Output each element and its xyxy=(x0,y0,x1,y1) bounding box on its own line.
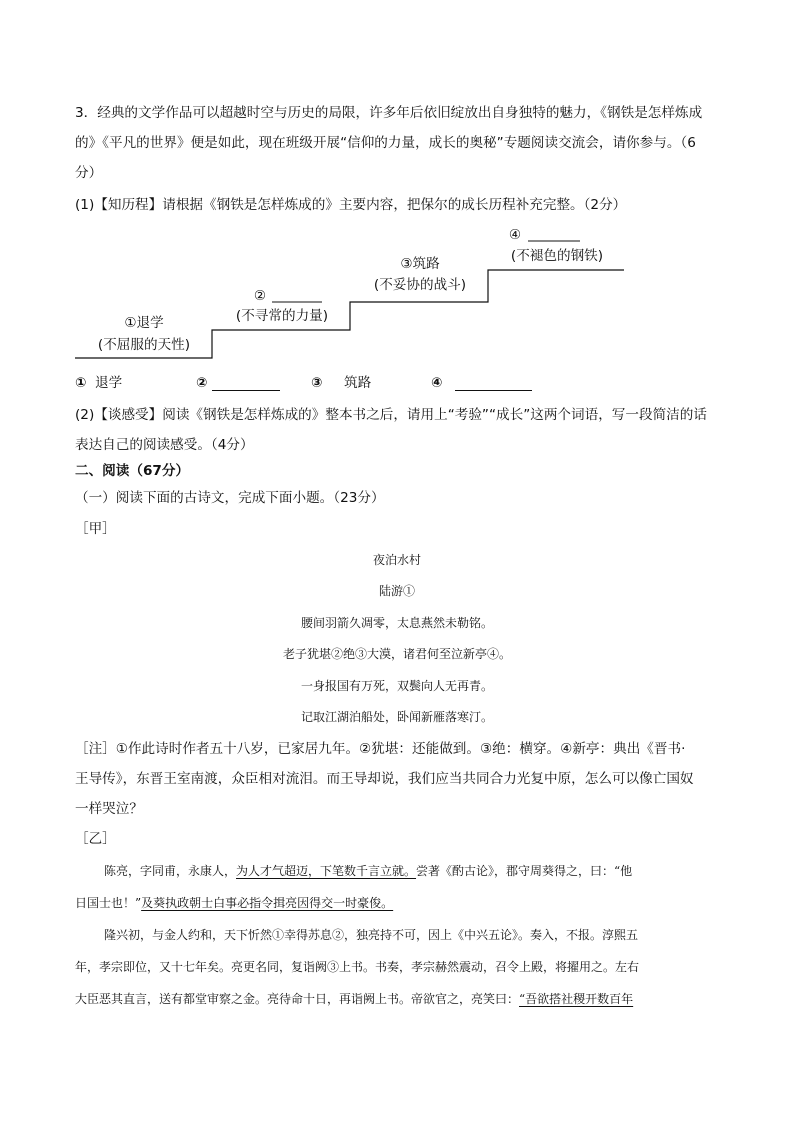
yi-line-2-part-a: 日国士也！” xyxy=(75,896,142,910)
step1-note: (不屈服的天性) xyxy=(97,337,191,353)
answer-4-blank[interactable] xyxy=(455,376,532,391)
poem-title: 夜泊水村 xyxy=(372,553,421,567)
step4-note: (不褪色的钢铁) xyxy=(510,248,604,264)
sub-question-2-line-2: 表达自己的阅读感受。（4分） xyxy=(75,437,254,453)
step1-title: ①退学 xyxy=(124,315,164,331)
poem-line-2: 老子犹堪②绝③大漠，诸君何至泣新亭④。 xyxy=(282,647,511,661)
answer-1-text: 退学 xyxy=(95,375,123,391)
poem-line-3: 一身报国有万死，双鬓向人无再青。 xyxy=(300,679,493,693)
poem-line-4: 记取江湖泊船处，卧闻新雁落寒汀。 xyxy=(300,710,493,724)
notes-line-3: 一样哭泣？ xyxy=(75,801,143,817)
yi-line-5-part-a: 大臣恶其直言，送有都堂审察之金。亮待命十日，再诣阙上书。帝欲官之，亮笑曰： xyxy=(75,992,520,1006)
yi-line-4: 年，孝宗即位，又十七年矣。亮更名同，复诣阙③上书。书奏，孝宗赫然震动，召令上殿，将擢用之。左右 xyxy=(75,960,640,974)
answer-3-text: 筑路 xyxy=(344,375,372,391)
q3-line-3: 分） xyxy=(75,165,103,181)
answer-4-number: ④ xyxy=(431,375,443,391)
label-jia: ［甲］ xyxy=(75,521,116,537)
q3-line-2: 的》《平凡的世界》便是如此，现在班级开展“信仰的力量，成长的奥秘”专题阅读交流会，请你参与。（6 xyxy=(75,135,696,151)
poem-line-1: 腰间羽箭久凋零，太息燕然未勒铭。 xyxy=(300,616,493,630)
label-yi: ［乙］ xyxy=(75,831,116,847)
step4-title: ④ xyxy=(508,227,522,243)
notes-line-1: ［注］①作此诗时作者五十八岁，已家居九年。②犹堪：还能做到。③绝：横穿。④新亭：典出《晋书· xyxy=(75,741,686,757)
yi-line-3: 隆兴初，与金人约和，天下忻然①幸得苏息②，独亮持不可，因上《中兴五论》。奏入，不报。淳熙五 xyxy=(104,928,639,942)
step3-note: (不妥协的战斗) xyxy=(373,277,467,293)
yi-line-1-part-a: 陈亮，字同甫，永康人， xyxy=(104,864,237,878)
yi-line-2-underlined: 及葵执政朝士白事必指令揖亮因得交一时豪俊。 xyxy=(141,896,394,910)
notes-line-2: 王导传》，东晋王室南渡，众臣相对流泪。而王导却说，我们应当共同合力光复中原，怎么可以像亡国奴 xyxy=(75,771,694,787)
answer-2-blank[interactable] xyxy=(212,376,280,391)
q3-line-1: 3．经典的文学作品可以超越时空与历史的局限，许多年后依旧绽放出自身独特的魅力，《钢铁是怎样炼成 xyxy=(75,105,703,121)
step2-title: ② xyxy=(253,288,267,304)
step3-title: ③筑路 xyxy=(400,256,440,272)
yi-line-1 xyxy=(104,862,632,880)
yi-line-1-part-c: 尝著《酌古论》，郡守周葵得之，曰：“他 xyxy=(416,864,633,878)
poem-author: 陆游① xyxy=(378,584,415,598)
section-2-intro: （一）阅读下面的古诗文，完成下面小题。（23分） xyxy=(75,490,385,506)
yi-line-2 xyxy=(75,894,393,912)
step2-note: (不寻常的力量) xyxy=(235,308,329,324)
yi-line-1-underlined: 为人才气超迈，下笔数千言立就。 xyxy=(236,864,417,878)
yi-line-5-underlined: “吾欲搭社稷开数百年 xyxy=(519,992,634,1006)
answer-2-number: ② xyxy=(196,375,208,391)
sub-question-2-line-1: (2)【谈感受】阅读《钢铁是怎样炼成的》整本书之后，请用上“考验”“成长”这两个词语，写一段简洁的话 xyxy=(75,407,707,423)
answer-3-number: ③ xyxy=(311,375,323,391)
yi-line-5 xyxy=(75,990,633,1008)
answer-1-number: ① xyxy=(75,375,87,391)
section-2-heading: 二、阅读（67分） xyxy=(75,463,190,479)
sub-question-1: (1)【知历程】请根据《钢铁是怎样炼成的》主要内容，把保尔的成长历程补充完整。（2分） xyxy=(75,197,627,213)
